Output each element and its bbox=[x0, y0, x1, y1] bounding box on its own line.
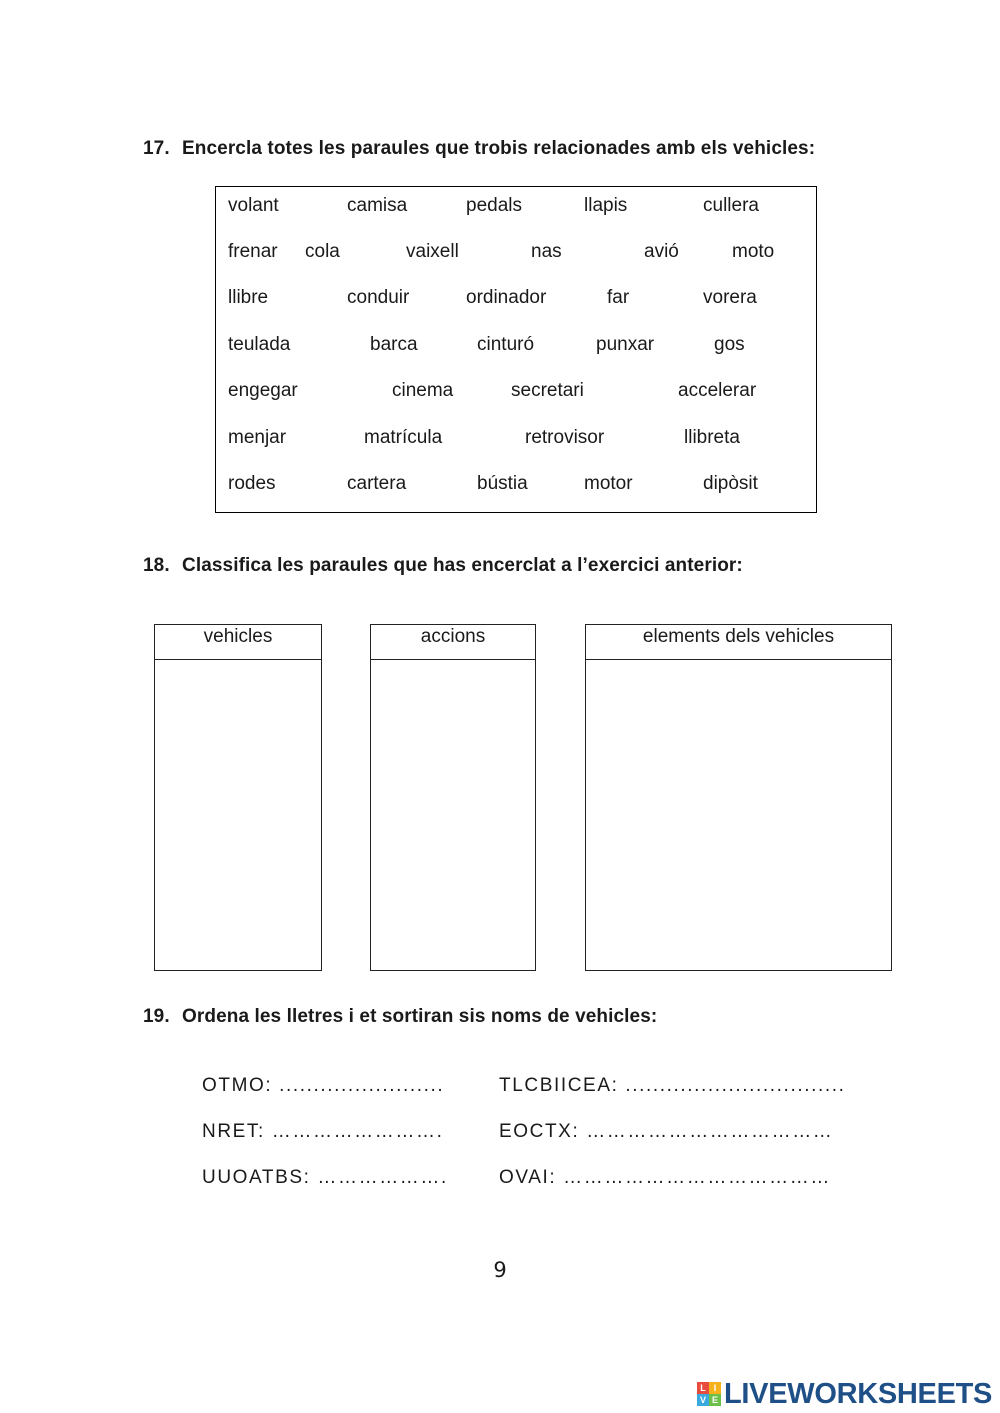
word-box bbox=[215, 186, 817, 513]
scramble-item[interactable]: TLCBIICEA: ................................ bbox=[499, 1075, 846, 1096]
word-item[interactable]: engegar bbox=[228, 380, 298, 401]
column-header: elements dels vehicles bbox=[586, 625, 891, 660]
elements-answer-area[interactable] bbox=[586, 660, 891, 970]
logo-icon bbox=[697, 1382, 721, 1406]
logo-icon-tile: I bbox=[709, 1382, 721, 1394]
question-number: 19. bbox=[143, 1006, 170, 1027]
word-item[interactable]: llibreta bbox=[684, 427, 740, 448]
word-item[interactable]: frenar bbox=[228, 241, 278, 262]
word-item[interactable]: menjar bbox=[228, 427, 287, 448]
word-item[interactable]: barca bbox=[370, 334, 418, 355]
word-item[interactable]: bústia bbox=[477, 473, 528, 494]
question-text: Encercla totes les paraules que trobis relacionades amb els vehicles: bbox=[182, 138, 816, 159]
question-18-title bbox=[143, 555, 743, 577]
question-text: Ordena les lletres i et sortiran sis noms de vehicles: bbox=[182, 1006, 658, 1027]
word-item[interactable]: cinema bbox=[392, 380, 454, 401]
scramble-item[interactable]: OVAI: ………………………………… bbox=[499, 1167, 831, 1188]
word-item[interactable]: accelerar bbox=[678, 380, 757, 401]
word-item[interactable]: gos bbox=[714, 334, 745, 355]
word-item[interactable]: vaixell bbox=[406, 241, 459, 262]
word-item[interactable]: llibre bbox=[228, 287, 269, 308]
word-item[interactable]: cinturó bbox=[477, 334, 535, 355]
scramble-item[interactable]: NRET: ……………………. bbox=[202, 1121, 444, 1142]
vehicles-answer-area[interactable] bbox=[155, 660, 321, 970]
logo-icon-tile: L bbox=[697, 1382, 709, 1394]
question-17-title bbox=[143, 138, 815, 160]
word-item[interactable]: punxar bbox=[596, 334, 655, 355]
word-item[interactable]: nas bbox=[531, 241, 562, 262]
logo-text: LIVEWORKSHEETS bbox=[724, 1377, 993, 1410]
scramble-item[interactable]: OTMO: ........................ bbox=[202, 1075, 445, 1096]
page-number: 9 bbox=[493, 1258, 507, 1282]
column-header: vehicles bbox=[155, 625, 321, 660]
vehicles-column bbox=[154, 624, 322, 971]
question-number: 17. bbox=[143, 138, 170, 159]
elements-column bbox=[585, 624, 892, 971]
word-item[interactable]: vorera bbox=[703, 287, 757, 308]
question-number: 18. bbox=[143, 555, 170, 576]
question-19-title bbox=[143, 1006, 657, 1028]
accions-column bbox=[370, 624, 536, 971]
word-item[interactable]: far bbox=[607, 287, 630, 308]
logo-icon-tile: V bbox=[697, 1394, 709, 1406]
word-item[interactable]: moto bbox=[732, 241, 775, 262]
word-item[interactable]: retrovisor bbox=[525, 427, 605, 448]
word-item[interactable]: cola bbox=[305, 241, 340, 262]
word-item[interactable]: avió bbox=[644, 241, 679, 262]
word-item[interactable]: ordinador bbox=[466, 287, 547, 308]
word-item[interactable]: rodes bbox=[228, 473, 276, 494]
word-item[interactable]: secretari bbox=[511, 380, 584, 401]
word-item[interactable]: teulada bbox=[228, 334, 291, 355]
word-item[interactable]: pedals bbox=[466, 195, 522, 216]
word-item[interactable]: volant bbox=[228, 195, 279, 216]
question-text: Classifica les paraules que has encerclat a l’exercici anterior: bbox=[182, 555, 743, 576]
column-header: accions bbox=[371, 625, 535, 660]
word-item[interactable]: llapis bbox=[584, 195, 628, 216]
word-item[interactable]: dipòsit bbox=[703, 473, 758, 494]
word-item[interactable]: conduir bbox=[347, 287, 410, 308]
scramble-item[interactable]: EOCTX: ……………………………… bbox=[499, 1121, 834, 1142]
liveworksheets-logo[interactable] bbox=[697, 1377, 992, 1411]
word-item[interactable]: motor bbox=[584, 473, 633, 494]
word-item[interactable]: cullera bbox=[703, 195, 759, 216]
word-item[interactable]: matrícula bbox=[364, 427, 443, 448]
word-item[interactable]: cartera bbox=[347, 473, 407, 494]
scramble-item[interactable]: UUOATBS: ………………. bbox=[202, 1167, 448, 1188]
accions-answer-area[interactable] bbox=[371, 660, 535, 970]
logo-icon-tile: E bbox=[709, 1394, 721, 1406]
word-item[interactable]: camisa bbox=[347, 195, 408, 216]
